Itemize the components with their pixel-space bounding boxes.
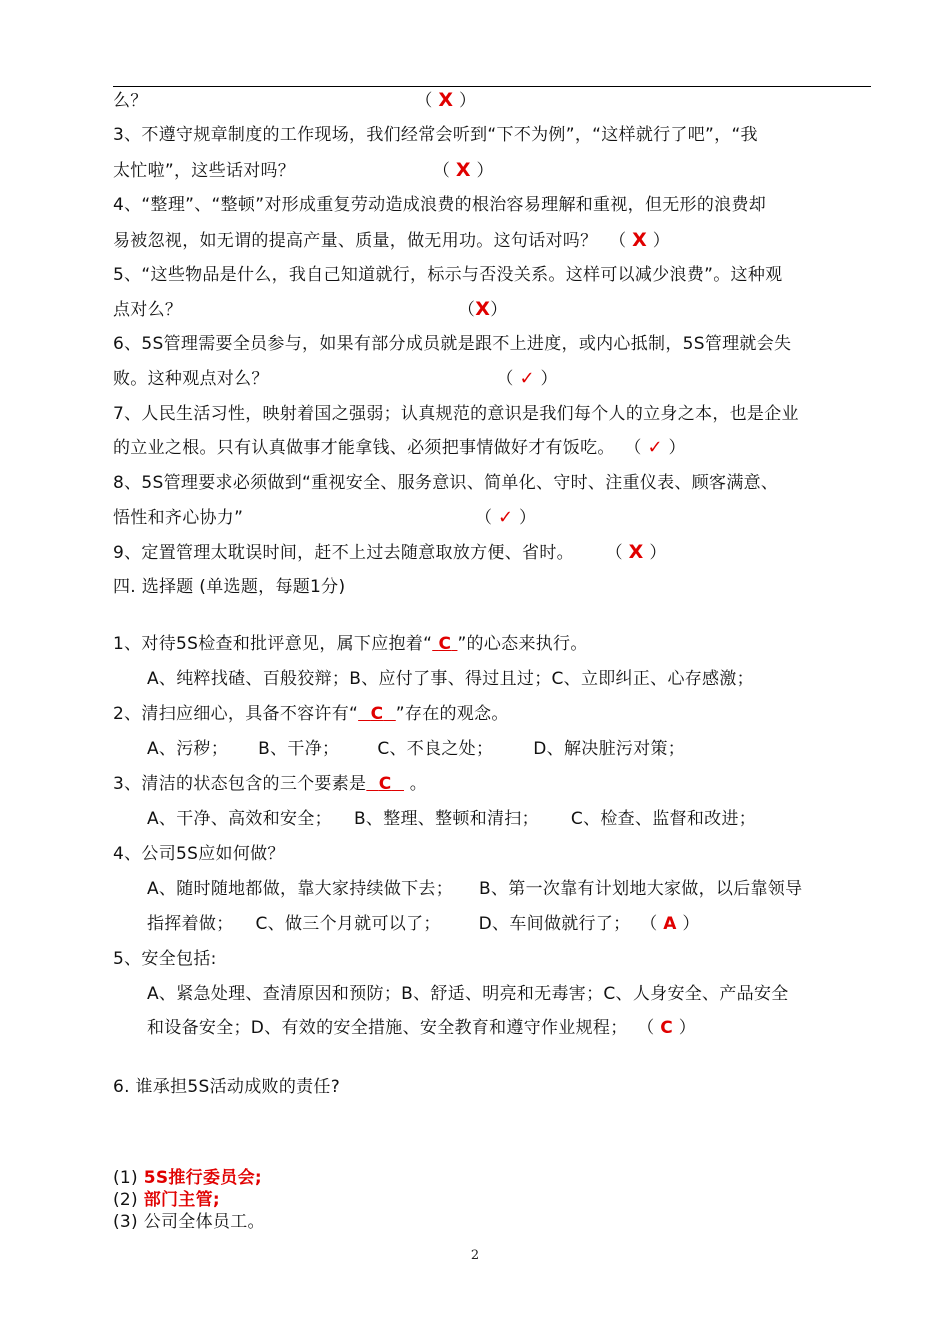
section-title: 四. 选择题 (单选题，每题1分) [113, 577, 346, 597]
mc-options: A、干净、高效和安全； B、整理、整顿和清扫； C、检查、监督和改进； [147, 809, 757, 829]
answer-mark: ✓ [497, 507, 514, 528]
mc-options: 指挥着做； C、做三个月就可以了； D、车间做就行了； （ A ） [147, 914, 700, 934]
header-rule [113, 86, 871, 87]
tf-line: 易被忽视，如无谓的提高产量、质量，做无用功。这句话对吗？ （ X ） [113, 229, 671, 251]
mc-question: 4、公司5S应如何做？ [113, 844, 285, 864]
tf-line: 9、定置管理太耽误时间，赶不上过去随意取放方便、省时。 （ X ） [113, 541, 667, 563]
tf-text: 败。这种观点对么？ [113, 369, 269, 389]
tf-line: 么？ （ X ） [113, 89, 477, 111]
mc-option-1: (1) 5S推行委员会; [113, 1168, 262, 1188]
tf-text: 3、不遵守规章制度的工作现场，我们经常会听到“下不为例”，“这样就行了吧”，“我 [113, 125, 758, 145]
mc-options: A、随时随地都做，靠大家持续做下去； B、第一次靠有计划地大家做，以后靠领导 [147, 879, 803, 899]
tf-text: 悟性和齐心协力” [113, 508, 244, 528]
page-number: 2 [470, 1248, 480, 1263]
answer-mark: ✓ [647, 437, 663, 458]
tf-line: 败。这种观点对么？ （ ✓ ） [113, 368, 558, 389]
tf-text: 6、5S管理需要全员参与，如果有部分成员就是跟不上进度，或内心抵制，5S管理就会失 [113, 334, 792, 354]
tf-text: 8、5S管理要求必须做到“重视安全、服务意识、简单化、守时、注重仪表、顾客满意、 [113, 473, 779, 493]
mc-options: 和设备安全；D、有效的安全措施、安全教育和遵守作业规程； （ C ） [147, 1018, 697, 1038]
mc-answer: C [660, 1018, 674, 1038]
tf-text: 5、“这些物品是什么，我自己知道就行，标示与否没关系。这样可以减少浪费”。这种观 [113, 265, 783, 285]
answer-mark: X [628, 541, 644, 563]
mc-question: 1、对待5S检查和批评意见，属下应抱着“ C ”的心态来执行。 [113, 634, 588, 654]
tf-line: 太忙啦”，这些话对吗？ （ X ） [113, 159, 494, 181]
tf-text: 易被忽视，如无谓的提高产量、质量，做无用功。这句话对吗？ [113, 231, 598, 251]
mc-question: 2、清扫应细心，具备不容许有“ C ”存在的观念。 [113, 704, 509, 724]
tf-line [113, 124, 871, 146]
mc-answer: C [378, 774, 392, 794]
tf-line [113, 403, 799, 425]
mc-answer: C [438, 634, 452, 654]
tf-line [113, 194, 766, 216]
tf-text: 点对么？ [113, 300, 183, 320]
tf-text: 太忙啦”，这些话对吗？ [113, 161, 296, 181]
tf-text: 4、“整理”、“整顿”对形成重复劳动造成浪费的根治容易理解和重视，但无形的浪费却 [113, 195, 767, 215]
mc-options: A、紧急处理、查清原因和预防；B、舒适、明亮和无毒害；C、人身安全、产品安全 [147, 984, 789, 1004]
mc-options: A、纯粹找碴、百般狡辩；B、应付了事、得过且过；C、立即纠正、心存感激； [147, 669, 754, 689]
answer-mark: X [475, 298, 491, 320]
answer-mark: ✓ [519, 368, 535, 389]
mc-option-3: (3) 公司全体员工。 [113, 1212, 265, 1232]
tf-text: 7、人民生活习性，映射着国之强弱；认真规范的意识是我们每个人的立身之本，也是企业 [113, 404, 799, 424]
tf-line: 的立业之根。只有认真做事才能拿钱、必须把事情做好才有饭吃。 （ ✓ ） [113, 437, 686, 458]
mc-question: 3、清洁的状态包含的三个要素是 C 。 [113, 774, 428, 794]
tf-line: 悟性和齐心协力” （ ✓ ） [113, 507, 537, 528]
mc-answer: C [370, 704, 384, 724]
mc-option-2: (2) 部门主管; [113, 1190, 221, 1210]
tf-line: 点对么？ （X） [113, 298, 508, 320]
tf-line [113, 264, 782, 286]
mc-answer: A [663, 914, 677, 934]
mc-question: 5、安全包括: [113, 949, 217, 969]
tf-text: 么？ [113, 91, 148, 111]
answer-mark: X [632, 229, 648, 251]
tf-line [113, 333, 791, 355]
tf-line [113, 472, 778, 494]
answer-mark: X [438, 89, 454, 111]
mc-question: 6. 谁承担5S活动成败的责任? [113, 1077, 341, 1097]
mc-options: A、污秽； B、干净； C、不良之处； D、解决脏污对策； [147, 739, 686, 759]
tf-text: 9、定置管理太耽误时间，赶不上过去随意取放方便、省时。 [113, 543, 574, 563]
answer-mark: X [455, 159, 471, 181]
tf-text: 的立业之根。只有认真做事才能拿钱、必须把事情做好才有饭吃。 [113, 438, 615, 458]
